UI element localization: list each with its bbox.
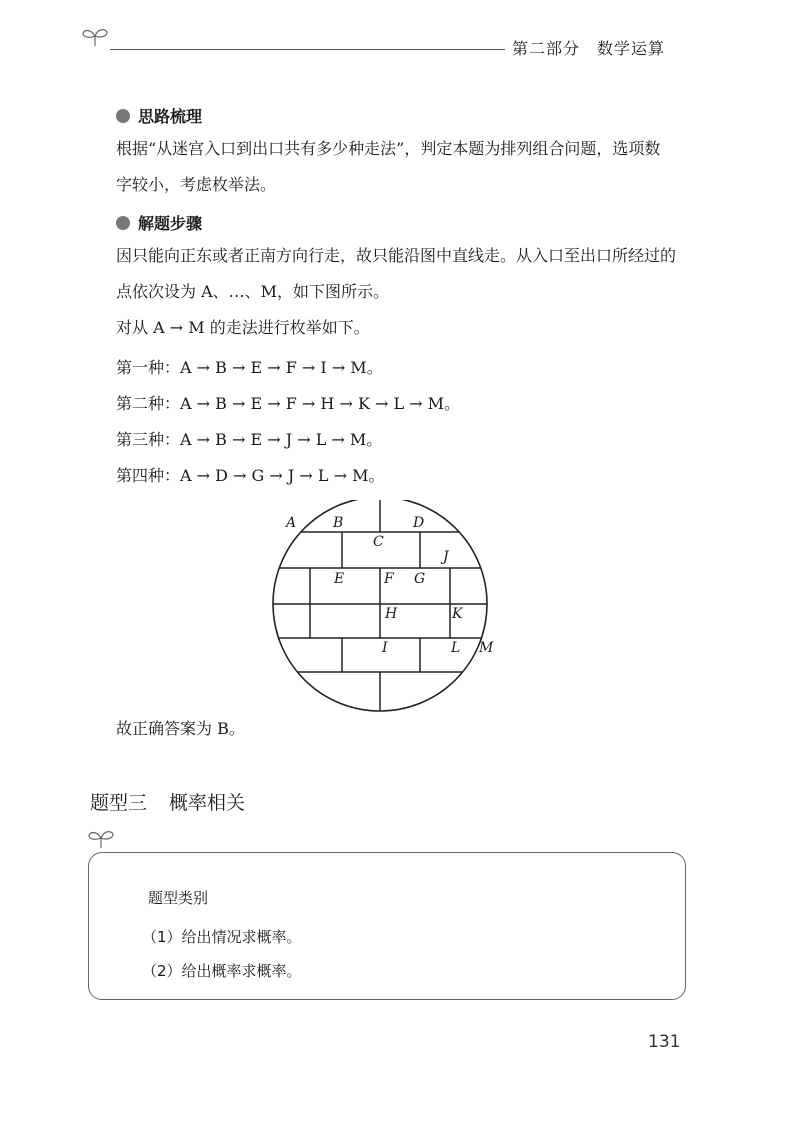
route-2: 第二种：A → B → E → F → H → K → L → M。 xyxy=(116,394,461,413)
section-heading-thought: 思路梳理 xyxy=(116,104,202,127)
maze-label-d: D xyxy=(413,515,425,531)
bullet-icon xyxy=(116,109,130,123)
steps-line-1: 因只能向正东或者正南方向行走，故只能沿图中直线走。从入口至出口所经过的 xyxy=(116,246,677,265)
steps-line-2: 点依次设为 A、…、M，如下图所示。 xyxy=(116,282,390,301)
route-1: 第一种：A → B → E → F → I → M。 xyxy=(116,358,383,377)
route-4: 第四种：A → D → G → J → L → M。 xyxy=(116,466,385,485)
maze-label-h: H xyxy=(385,606,398,622)
page-number: 131 xyxy=(648,1032,681,1052)
running-header: 第二部分 数学运算 xyxy=(512,39,666,58)
sprout-icon xyxy=(80,24,110,48)
answer-line: 故正确答案为 B。 xyxy=(116,719,245,738)
maze-diagram xyxy=(270,500,500,715)
steps-line-3: 对从 A → M 的走法进行枚举如下。 xyxy=(116,318,370,337)
section-title: 题型三 概率相关 xyxy=(90,792,246,814)
maze-label-l: L xyxy=(451,640,461,656)
thought-line-1: 根据“从迷宫入口到出口共有多少种走法”，判定本题为排列组合问题，选项数 xyxy=(116,139,661,158)
maze-label-b: B xyxy=(333,515,344,531)
bullet-icon xyxy=(116,216,130,230)
maze-label-m: M xyxy=(479,640,494,656)
maze-label-a: A xyxy=(286,515,297,531)
maze-label-g: G xyxy=(414,571,426,587)
maze-label-f: F xyxy=(384,571,394,587)
maze-label-j: J xyxy=(443,549,449,565)
section-heading-steps: 解题步骤 xyxy=(116,211,202,234)
maze-label-c: C xyxy=(373,534,384,550)
route-3: 第三种：A → B → E → J → L → M。 xyxy=(116,430,383,449)
type-box-title: 题型类别 xyxy=(148,889,209,907)
maze-label-i: I xyxy=(382,640,388,656)
type-item-2: （2）给出概率求概率。 xyxy=(142,962,302,980)
maze-label-k: K xyxy=(452,606,463,622)
type-item-1: （1）给出情况求概率。 xyxy=(142,928,302,946)
thought-line-2: 字较小，考虑枚举法。 xyxy=(116,175,277,194)
sprout-icon xyxy=(86,826,116,850)
maze-label-e: E xyxy=(334,571,345,587)
header-rule xyxy=(110,49,505,50)
